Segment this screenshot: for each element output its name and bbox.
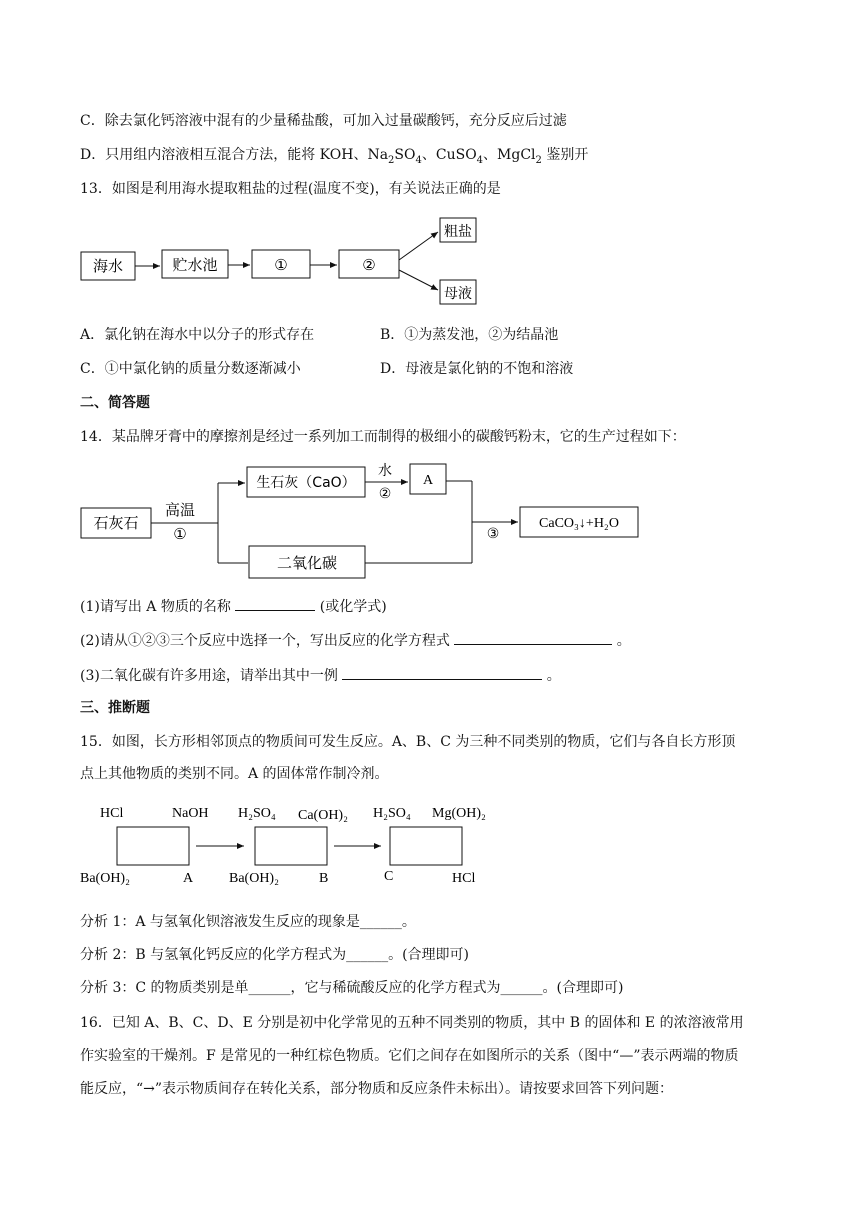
rect2-top-left: H₂SO₄ [238, 806, 276, 821]
q14-stem: 14．某品牌牙膏中的摩擦剂是经过一系列加工而制得的极细小的碳酸钙粉末，它的生产过程如下： [80, 429, 686, 445]
step1-number: ① [173, 525, 187, 543]
q14-part1-suffix: (或化学式) [319, 599, 387, 615]
mother-liquor-label: 母液 [444, 286, 472, 302]
q15-stem-line2: 点上其他物质的类别不同。A 的固体常作制冷剂。 [80, 766, 389, 782]
rect3-top-right: Mg(OH)₂ [432, 806, 486, 821]
q13-option-a: A．氯化钠在海水中以分子的形式存在 [80, 327, 315, 343]
q12-d-text-3: 、CuSO [421, 147, 477, 163]
step3-number: ③ [486, 526, 500, 542]
rect1-top-right: NaOH [172, 806, 209, 821]
arrow [399, 270, 438, 290]
step1-label: ① [274, 256, 288, 274]
water-label: 水 [378, 463, 392, 479]
rect2-bottom-right: B [319, 871, 329, 886]
q12-d-text-4: 、MgCl [483, 147, 536, 163]
q14-part3-text: (3)二氧化碳有许多用途，请举出其中一例 [80, 668, 338, 684]
q14-part2 [80, 630, 631, 651]
quicklime-label: 生石灰（CaO） [256, 475, 356, 491]
q13-option-c: C．①中氯化钠的质量分数逐渐减小 [80, 361, 301, 377]
q12-d-text-1: D．只用组内溶液相互混合方法，能将 KOH、Na [80, 147, 389, 163]
q13-stem: 13．如图是利用海水提取粗盐的过程(温度不变)，有关说法正确的是 [80, 181, 501, 197]
rect2-bottom-left: Ba(OH)₂ [229, 871, 279, 886]
section-heading-3: 三、推断题 [80, 700, 150, 716]
rect1-bottom-right: A [183, 871, 194, 886]
step2-label: ② [362, 256, 376, 274]
q12-d-sub-2: 4 [415, 154, 422, 166]
rect1 [117, 827, 189, 865]
rect1-top-left: HCl [100, 806, 124, 821]
q14-part1 [80, 596, 387, 617]
q12-d-sub-1: 2 [388, 154, 395, 166]
q14-part1-text: (1)请写出 A 物质的名称 [80, 599, 231, 615]
product-label: CaCO₃↓+H₂O [539, 516, 619, 531]
seawater-label: 海水 [92, 257, 124, 275]
answer-blank-1[interactable] [235, 596, 315, 611]
q13-option-b: B．①为蒸发池，②为结晶池 [380, 327, 559, 343]
co2-label: 二氧化碳 [276, 554, 338, 572]
rect2 [255, 827, 327, 865]
rect3-bottom-left: C [384, 869, 394, 884]
q16-line1: 16．已知 A、B、C、D、E 分别是初中化学常见的五种不同类别的物质，其中 B 的固体和 E 的浓溶液常用 [80, 1015, 744, 1031]
q15-analysis-3: 分析 3：C 的物质类别是单______，它与稀硫酸反应的化学方程式为______。(合理即可) [80, 980, 624, 996]
q12-d-text-2: SO [394, 147, 416, 163]
answer-blank-3[interactable] [342, 665, 542, 680]
arrow [399, 232, 438, 260]
q16-line3: 能反应，“→”表示物质间存在转化关系，部分物质和反应条件未标出）。请按要求回答下列问题： [80, 1081, 674, 1097]
storage-label: 贮水池 [172, 256, 218, 274]
q15-analysis-2: 分析 2：B 与氢氧化钙反应的化学方程式为______。(合理即可) [80, 947, 470, 963]
q12-d-text-5: 鉴别开 [541, 147, 589, 163]
q14-part3-suffix: 。 [546, 668, 561, 684]
rect1-bottom-left: Ba(OH)₂ [80, 871, 130, 886]
q14-part3 [80, 665, 561, 686]
q12-d-sub-4: 2 [535, 154, 542, 166]
q14-part2-suffix: 。 [616, 633, 631, 649]
q14-part2-text: (2)请从①②③三个反应中选择一个，写出反应的化学方程式 [80, 633, 450, 649]
step2-number: ② [378, 486, 392, 502]
q15-analysis-1: 分析 1：A 与氢氧化钡溶液发生反应的现象是______。 [80, 914, 416, 930]
q14-diagram [0, 455, 860, 585]
substance-a-label: A [422, 473, 434, 488]
rect3 [390, 827, 462, 865]
section-heading-2: 二、简答题 [80, 395, 150, 411]
q15-stem-line1: 15．如图，长方形相邻顶点的物质间可发生反应。A、B、C 为三种不同类别的物质，它们与各自长方形顶 [80, 734, 736, 750]
high-temp-label: 高温 [164, 501, 196, 519]
q12-option-d [80, 145, 588, 171]
crude-salt-label: 粗盐 [444, 224, 472, 240]
q15-diagram [0, 795, 860, 895]
answer-blank-2[interactable] [454, 630, 612, 645]
rect3-top-left: H₂SO₄ [373, 806, 411, 821]
rect2-top-right: Ca(OH)₂ [298, 808, 348, 823]
limestone-label: 石灰石 [93, 514, 139, 532]
q13-diagram [0, 210, 860, 310]
rect3-bottom-right: HCl [452, 871, 476, 886]
q12-d-sub-3: 4 [476, 154, 484, 166]
q12-option-c: C．除去氯化钙溶液中混有的少量稀盐酸，可加入过量碳酸钙，充分反应后过滤 [80, 113, 567, 129]
q16-line2: 作实验室的干燥剂。F 是常见的一种红棕色物质。它们之间存在如图所示的关系（图中“—”表示两端的物质 [80, 1048, 739, 1064]
q13-option-d: D．母液是氯化钠的不饱和溶液 [380, 361, 574, 377]
